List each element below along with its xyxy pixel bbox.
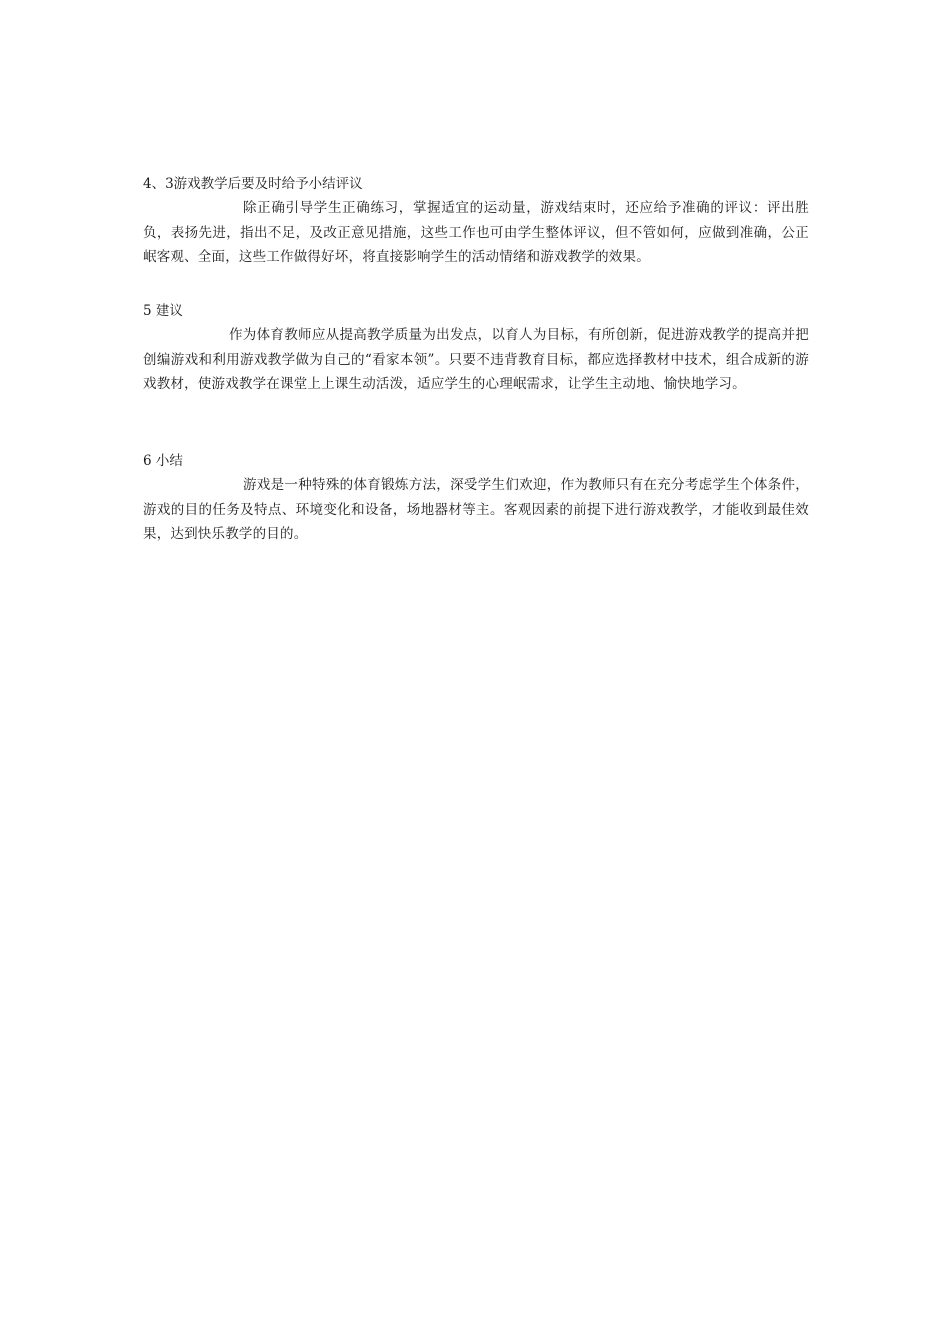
section-heading: 6 小结 xyxy=(143,453,183,469)
section-summary-evaluation xyxy=(143,172,809,270)
section-heading: 5 建议 xyxy=(143,303,183,319)
section-paragraph: 除正确引导学生正确练习，掌握适宜的运动量，游戏结束时，还应给予准确的评议：评出胜负，表扬先进，指出不足，及改正意见措施，这些工作也可由学生整体评议，但不管如何，应做到准确，公正岷客观、全面，这些工作做得好坏，将直接影响学生的活动情绪和游戏教学的效果。 xyxy=(143,200,809,265)
section-paragraph: 作为体育教师应从提高教学质量为出发点，以育人为目标，有所创新，促进游戏教学的提高并把创编游戏和利用游戏教学做为自己的“看家本领”。只要不违背教育目标，都应选择教材中技术，组合成新的游戏教材，使游戏教学在课堂上上课生动活泼，适应学生的心理岷需求，让学生主动地、愉快地学习。 xyxy=(143,327,809,392)
section-heading: 4、3游戏教学后要及时给予小结评议 xyxy=(143,176,363,192)
section-suggestions xyxy=(143,299,809,397)
section-conclusion xyxy=(143,449,809,547)
section-paragraph: 游戏是一种特殊的体育锻炼方法，深受学生们欢迎，作为教师只有在充分考虑学生个体条件，游戏的目的任务及特点、环境变化和设备，场地器材等主。客观因素的前提下进行游戏教学，才能收到最佳效果，达到快乐教学的目的。 xyxy=(143,477,809,542)
